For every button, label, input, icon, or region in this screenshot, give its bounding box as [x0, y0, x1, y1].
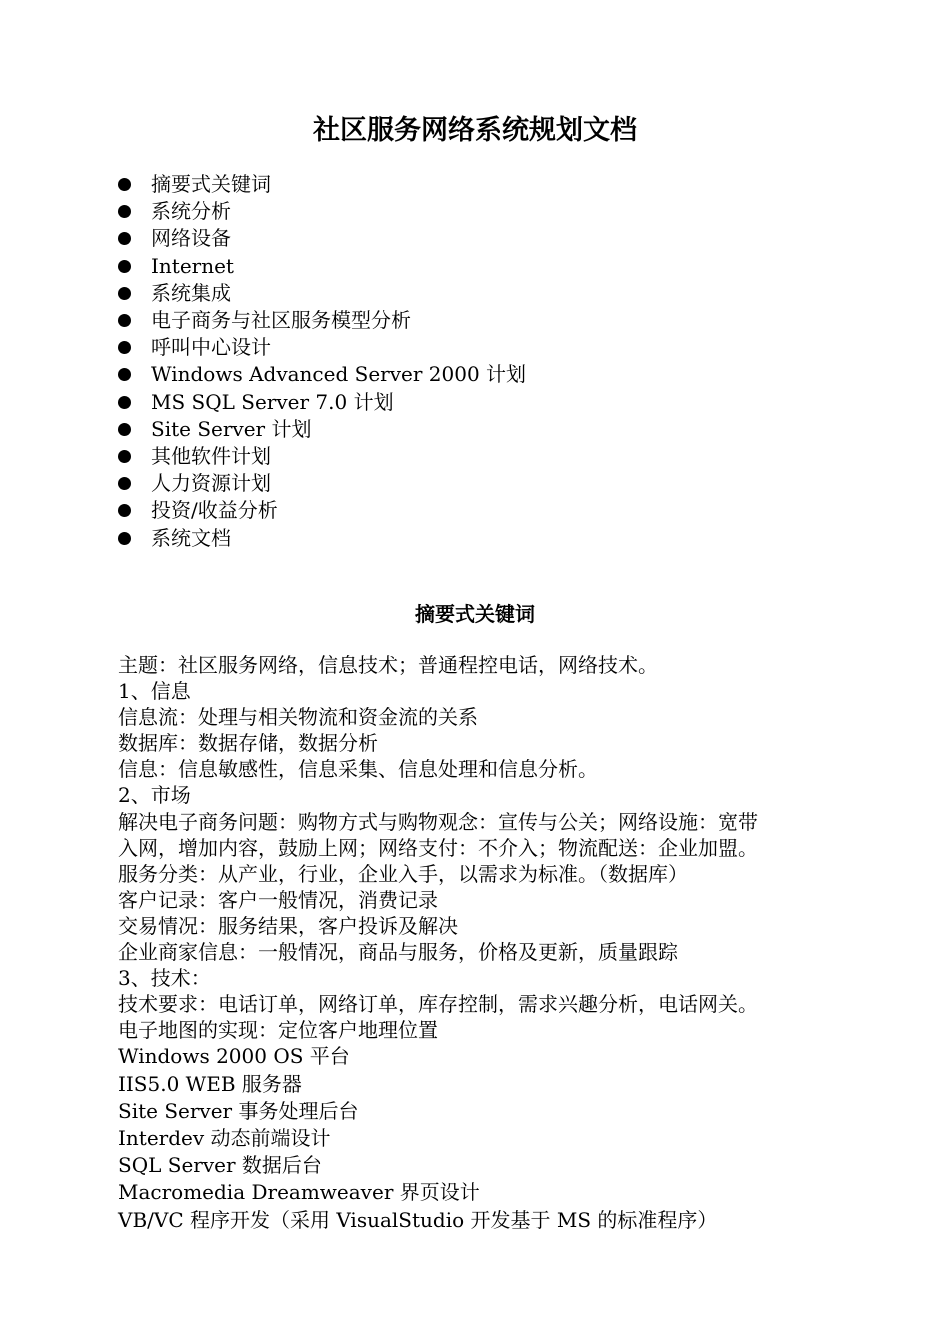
bullet-icon: [118, 423, 131, 436]
toc-item: [118, 524, 526, 551]
toc-item: [118, 225, 526, 252]
body-line: IIS5.0 WEB 服务器: [118, 1071, 302, 1096]
bullet-icon: [118, 205, 131, 218]
toc-item: [118, 198, 526, 225]
body-line: 服务分类：从产业，行业，企业入手，以需求为标准。（数据库）: [118, 861, 688, 886]
toc-item-label: 摘要式关键词: [151, 172, 271, 197]
bullet-icon: [118, 477, 131, 490]
bullet-icon: [118, 368, 131, 381]
toc-item: [118, 470, 526, 497]
toc-item: [118, 389, 526, 416]
body-line: 解决电子商务问题：购物方式与购物观念：宣传与公关；网络设施：宽带: [118, 809, 758, 834]
toc-item: [118, 307, 526, 334]
toc-item: [118, 443, 526, 470]
toc-item: [118, 280, 526, 307]
section-heading: 摘要式关键词: [415, 602, 535, 626]
body-line: 3、技术：: [118, 966, 211, 991]
body-line: Macromedia Dreamweaver 界页设计: [118, 1180, 480, 1205]
toc-item-label: Internet: [151, 253, 234, 278]
bullet-icon: [118, 396, 131, 409]
toc-item-label: Site Server 计划: [151, 416, 312, 441]
bullet-icon: [118, 232, 131, 245]
body-line: Windows 2000 OS 平台: [118, 1044, 350, 1069]
toc-item-label: 人力资源计划: [151, 471, 271, 496]
body-line: 企业商家信息：一般情况，商品与服务，价格及更新，质量跟踪: [118, 940, 678, 965]
bullet-icon: [118, 532, 131, 545]
toc-item-label: 系统文档: [151, 525, 231, 550]
body-line: 技术要求：电话订单，网络订单，库存控制，需求兴趣分析，电话网关。: [118, 992, 758, 1017]
body-line: 数据库：数据存储，数据分析: [118, 731, 378, 756]
bullet-icon: [118, 314, 131, 327]
toc-item-label: Windows Advanced Server 2000 计划: [151, 362, 527, 387]
bullet-icon: [118, 260, 131, 273]
toc-item-label: 网络设备: [151, 226, 231, 251]
toc-item: [118, 416, 526, 443]
toc-item: [118, 171, 526, 198]
toc-item-label: 其他软件计划: [151, 443, 271, 468]
toc-item-label: 投资/收益分析: [151, 498, 278, 523]
toc-item: [118, 361, 526, 388]
toc-item-label: 电子商务与社区服务模型分析: [151, 308, 411, 333]
table-of-contents: [118, 171, 526, 552]
toc-item: [118, 253, 526, 280]
body-line: 1、信息: [118, 679, 191, 704]
toc-item-label: 系统分析: [151, 199, 231, 224]
body-line: 2、市场: [118, 783, 191, 808]
body-line: VB/VC 程序开发（采用 VisualStudio 开发基于 MS 的标准程序）: [118, 1207, 718, 1232]
body-line: 电子地图的实现：定位客户地理位置: [118, 1018, 438, 1043]
body-line: 主题：社区服务网络，信息技术；普通程控电话，网络技术。: [118, 653, 658, 677]
body-line: 信息：信息敏感性，信息采集、信息处理和信息分析。: [118, 757, 598, 782]
body-line: 交易情况：服务结果，客户投诉及解决: [118, 913, 458, 938]
body-line: Interdev 动态前端设计: [118, 1125, 331, 1150]
bullet-icon: [118, 450, 131, 463]
body-line: 入网，增加内容，鼓励上网；网络支付：不介入；物流配送：企业加盟。: [118, 835, 758, 860]
toc-item: [118, 497, 526, 524]
toc-item-label: 呼叫中心设计: [151, 335, 271, 360]
toc-item-label: 系统集成: [151, 280, 231, 305]
toc-item-label: MS SQL Server 7.0 计划: [151, 389, 394, 414]
bullet-icon: [118, 341, 131, 354]
body-line: 客户记录：客户一般情况，消费记录: [118, 887, 438, 912]
bullet-icon: [118, 287, 131, 300]
section-body: [118, 652, 848, 1234]
body-line: Site Server 事务处理后台: [118, 1098, 359, 1123]
body-line: SQL Server 数据后台: [118, 1153, 322, 1178]
bullet-icon: [118, 504, 131, 517]
bullet-icon: [118, 178, 131, 191]
document-title: 社区服务网络系统规划文档: [313, 115, 637, 146]
body-line: 信息流：处理与相关物流和资金流的关系: [118, 705, 478, 730]
toc-item: [118, 334, 526, 361]
